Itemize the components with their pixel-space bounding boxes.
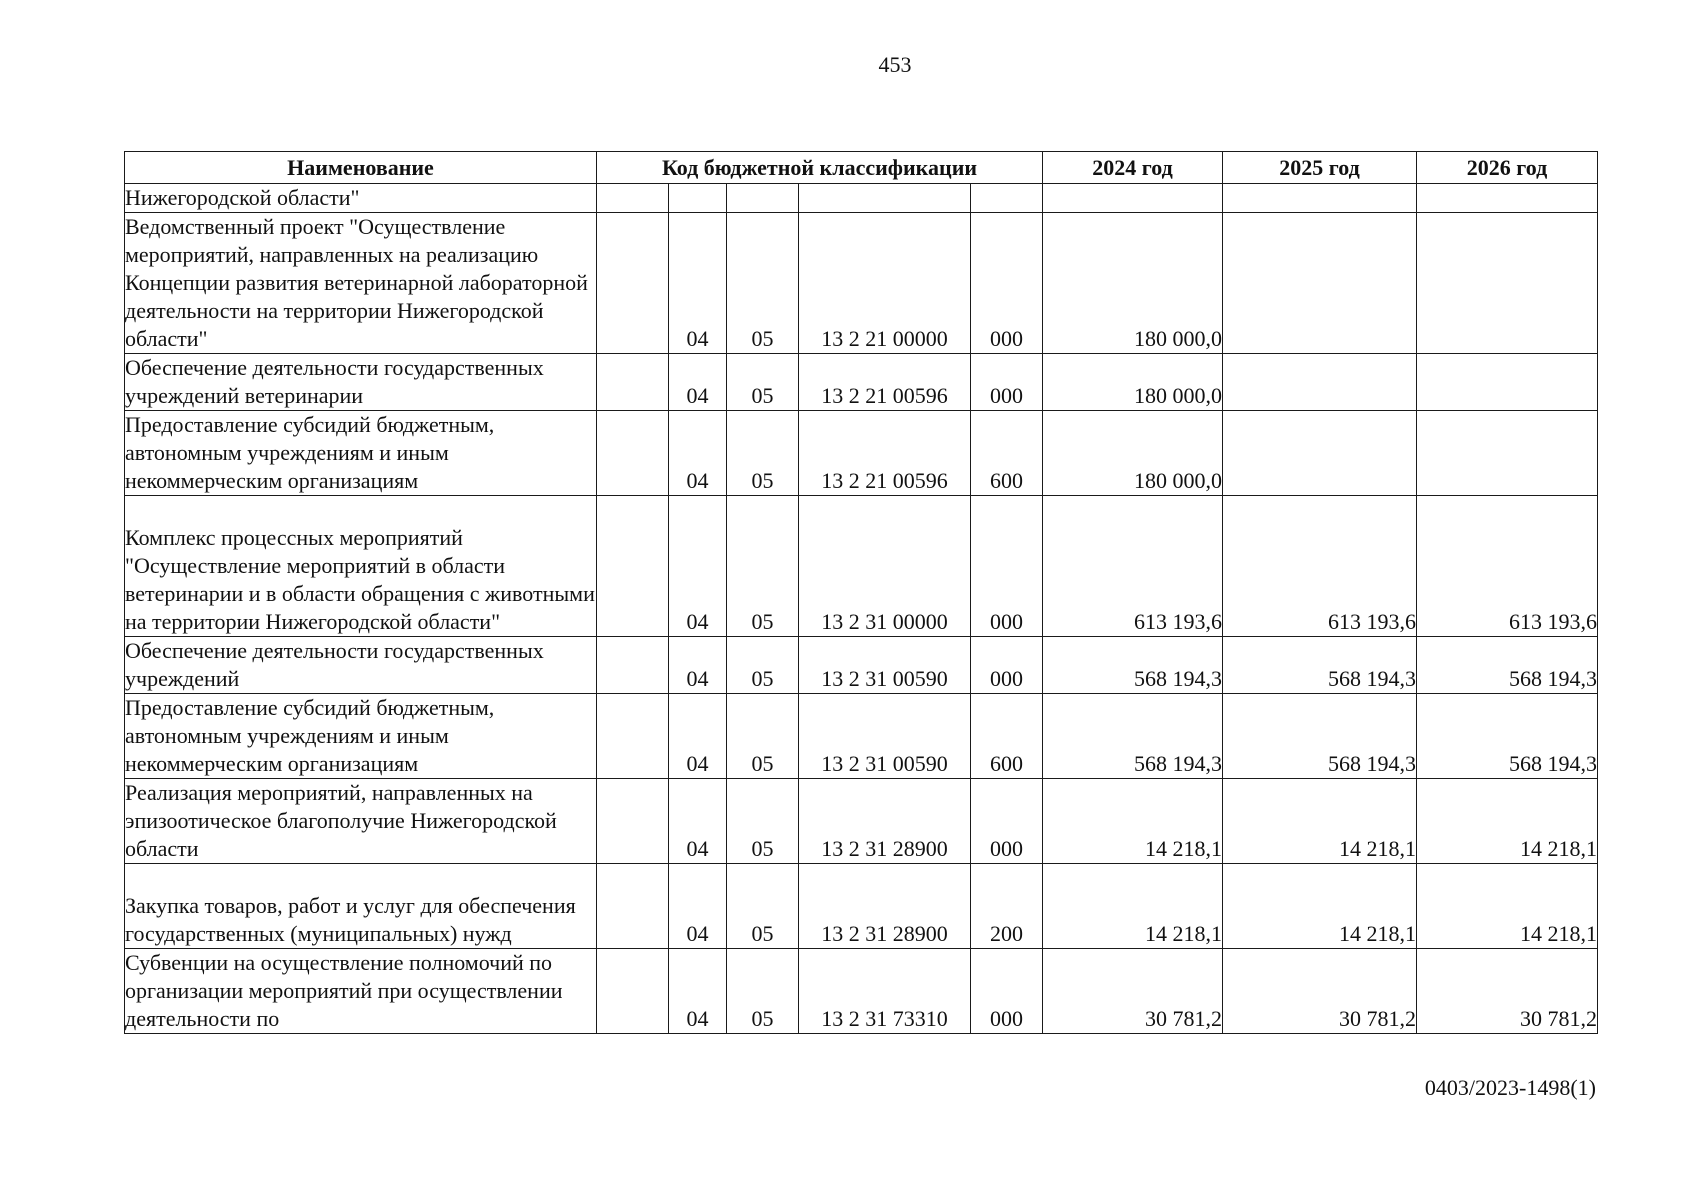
cell-c2: 04 — [669, 411, 727, 496]
cell-y2024: 180 000,0 — [1043, 354, 1223, 411]
cell-y2024 — [1043, 184, 1223, 213]
cell-c2: 04 — [669, 354, 727, 411]
cell-c4: 13 2 31 00590 — [799, 637, 971, 694]
header-2026: 2026 год — [1417, 152, 1598, 184]
document-number: 0403/2023-1498(1) — [1424, 1075, 1596, 1100]
cell-c2: 04 — [669, 779, 727, 864]
cell-c3: 05 — [727, 949, 799, 1034]
cell-c2: 04 — [669, 864, 727, 949]
cell-c2: 04 — [669, 213, 727, 354]
cell-name: Предоставление субсидий бюджетным, автономным учреждениям и иным некоммерческим организациям — [125, 411, 597, 496]
cell-c3 — [727, 184, 799, 213]
cell-c1 — [597, 637, 669, 694]
cell-y2025 — [1223, 213, 1417, 354]
cell-c4: 13 2 31 00590 — [799, 694, 971, 779]
cell-name: Реализация мероприятий, направленных на эпизоотическое благополучие Нижегородской области — [125, 779, 597, 864]
cell-c1 — [597, 779, 669, 864]
cell-name: Обеспечение деятельности государственных учреждений — [125, 637, 597, 694]
cell-c5: 000 — [971, 637, 1043, 694]
cell-c5: 000 — [971, 496, 1043, 637]
cell-y2024: 568 194,3 — [1043, 637, 1223, 694]
cell-c2: 04 — [669, 496, 727, 637]
cell-c4: 13 2 31 73310 — [799, 949, 971, 1034]
cell-y2025 — [1223, 184, 1417, 213]
cell-y2025 — [1223, 354, 1417, 411]
table-row — [125, 184, 1598, 213]
cell-c3: 05 — [727, 354, 799, 411]
cell-y2026: 14 218,1 — [1417, 779, 1598, 864]
cell-y2024: 180 000,0 — [1043, 411, 1223, 496]
cell-c4: 13 2 21 00596 — [799, 354, 971, 411]
cell-c1 — [597, 411, 669, 496]
cell-c5 — [971, 184, 1043, 213]
cell-name: Предоставление субсидий бюджетным, автономным учреждениям и иным некоммерческим организациям — [125, 694, 597, 779]
cell-c3: 05 — [727, 864, 799, 949]
cell-c5: 600 — [971, 411, 1043, 496]
header-2025: 2025 год — [1223, 152, 1417, 184]
cell-c3: 05 — [727, 779, 799, 864]
cell-c1 — [597, 864, 669, 949]
cell-c5: 600 — [971, 694, 1043, 779]
cell-y2025: 568 194,3 — [1223, 637, 1417, 694]
cell-y2026 — [1417, 213, 1598, 354]
cell-c4: 13 2 21 00596 — [799, 411, 971, 496]
cell-y2026: 613 193,6 — [1417, 496, 1598, 637]
cell-y2026: 568 194,3 — [1417, 694, 1598, 779]
cell-name: Обеспечение деятельности государственных учреждений ветеринарии — [125, 354, 597, 411]
cell-y2026: 14 218,1 — [1417, 864, 1598, 949]
cell-y2026 — [1417, 184, 1598, 213]
cell-c2 — [669, 184, 727, 213]
cell-c2: 04 — [669, 637, 727, 694]
table-row — [125, 637, 1598, 694]
cell-c5: 000 — [971, 949, 1043, 1034]
cell-name: Закупка товаров, работ и услуг для обеспечения государственных (муниципальных) нужд — [125, 864, 597, 949]
cell-c1 — [597, 496, 669, 637]
header-code: Код бюджетной классификации — [597, 152, 1043, 184]
cell-y2025 — [1223, 411, 1417, 496]
page-number: 453 — [878, 52, 912, 77]
cell-c1 — [597, 694, 669, 779]
cell-y2026: 30 781,2 — [1417, 949, 1598, 1034]
table-row — [125, 213, 1598, 354]
cell-y2026 — [1417, 411, 1598, 496]
cell-c4: 13 2 31 28900 — [799, 864, 971, 949]
cell-y2025: 30 781,2 — [1223, 949, 1417, 1034]
table-row — [125, 864, 1598, 949]
cell-c5: 000 — [971, 354, 1043, 411]
table-row — [125, 354, 1598, 411]
table-row — [125, 949, 1598, 1034]
cell-c5: 200 — [971, 864, 1043, 949]
cell-y2026 — [1417, 354, 1598, 411]
header-2024: 2024 год — [1043, 152, 1223, 184]
table-row — [125, 411, 1598, 496]
cell-y2025: 14 218,1 — [1223, 779, 1417, 864]
cell-y2024: 568 194,3 — [1043, 694, 1223, 779]
cell-c2: 04 — [669, 949, 727, 1034]
cell-c1 — [597, 354, 669, 411]
cell-c1 — [597, 949, 669, 1034]
cell-y2024: 613 193,6 — [1043, 496, 1223, 637]
cell-c4: 13 2 21 00000 — [799, 213, 971, 354]
table-row — [125, 779, 1598, 864]
cell-y2024: 30 781,2 — [1043, 949, 1223, 1034]
cell-c3: 05 — [727, 213, 799, 354]
cell-c4 — [799, 184, 971, 213]
cell-y2025: 568 194,3 — [1223, 694, 1417, 779]
cell-c5: 000 — [971, 213, 1043, 354]
cell-y2026: 568 194,3 — [1417, 637, 1598, 694]
table-row — [125, 694, 1598, 779]
cell-c3: 05 — [727, 694, 799, 779]
cell-name: Субвенции на осуществление полномочий по организации мероприятий при осуществлении деятельности по — [125, 949, 597, 1034]
table-header-row — [125, 152, 1598, 184]
budget-table — [124, 151, 1598, 1034]
cell-c1 — [597, 184, 669, 213]
cell-y2024: 180 000,0 — [1043, 213, 1223, 354]
cell-name: Комплекс процессных мероприятий "Осуществление мероприятий в области ветеринарии и в области обращения с животными на территории Нижегородской области" — [125, 496, 597, 637]
table-row — [125, 496, 1598, 637]
cell-c5: 000 — [971, 779, 1043, 864]
cell-c4: 13 2 31 00000 — [799, 496, 971, 637]
cell-c1 — [597, 213, 669, 354]
cell-c3: 05 — [727, 496, 799, 637]
cell-c4: 13 2 31 28900 — [799, 779, 971, 864]
cell-y2025: 613 193,6 — [1223, 496, 1417, 637]
header-name: Наименование — [125, 152, 597, 184]
cell-c2: 04 — [669, 694, 727, 779]
cell-c3: 05 — [727, 411, 799, 496]
cell-name: Ведомственный проект "Осуществление мероприятий, направленных на реализацию Концепции развития ветеринарной лабораторной деятельности на территории Нижегородской области" — [125, 213, 597, 354]
cell-y2024: 14 218,1 — [1043, 779, 1223, 864]
cell-name: Нижегородской области" — [125, 184, 597, 213]
cell-c3: 05 — [727, 637, 799, 694]
cell-y2025: 14 218,1 — [1223, 864, 1417, 949]
cell-y2024: 14 218,1 — [1043, 864, 1223, 949]
